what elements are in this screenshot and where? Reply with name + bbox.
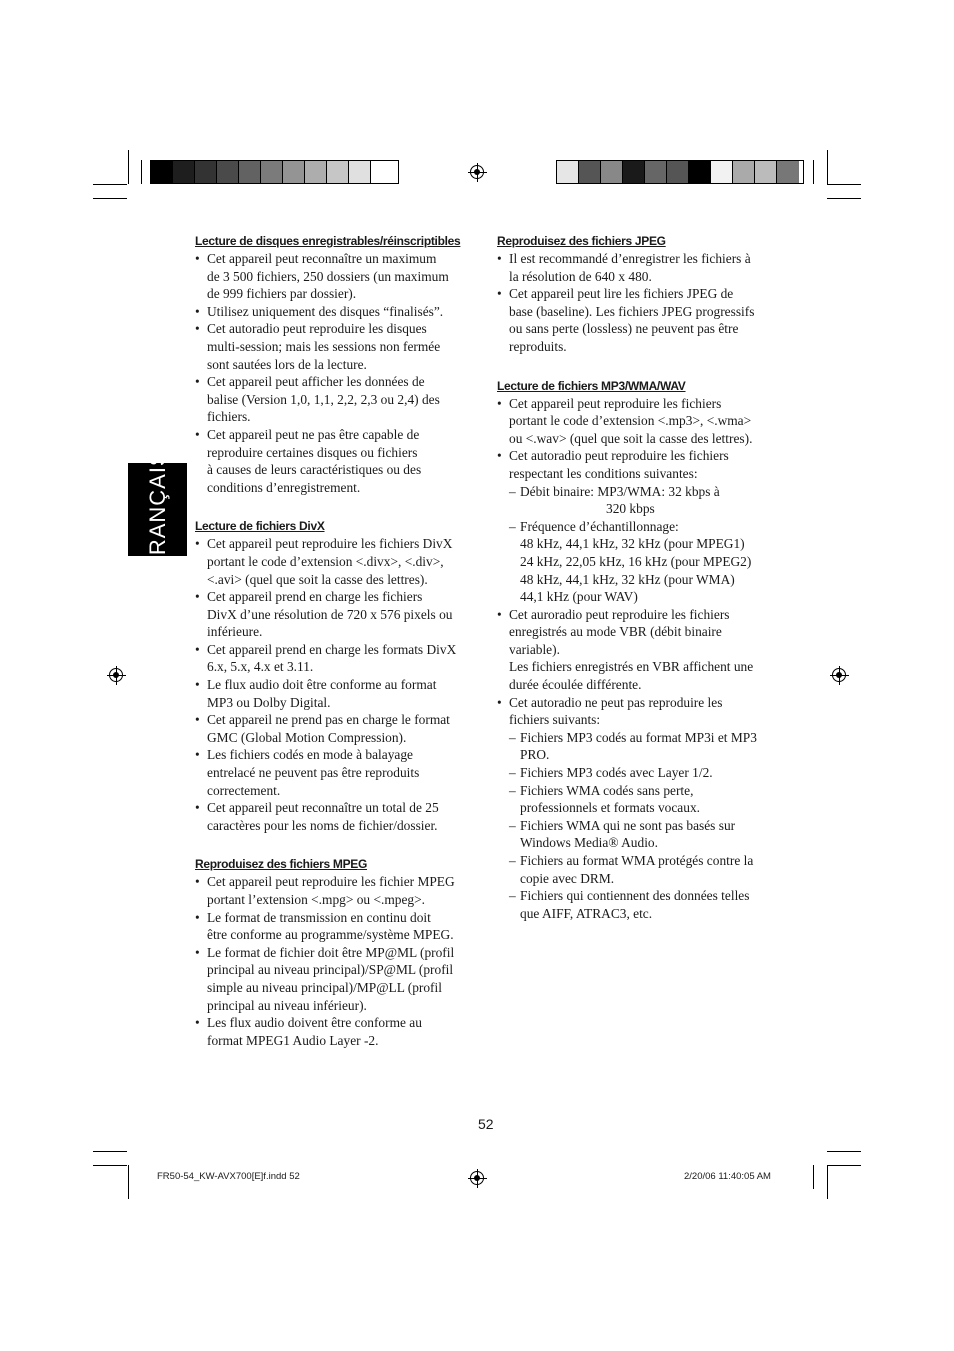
crop-mark: [827, 1165, 828, 1199]
color-swatch: [579, 161, 601, 183]
sub-item: – Fichiers MP3 codés avec Layer 1/2.: [509, 764, 779, 782]
color-swatch: [349, 161, 371, 183]
bullet-list: [497, 395, 779, 923]
bullet-list: [195, 250, 477, 496]
crop-mark: [93, 198, 127, 199]
color-swatch: [261, 161, 283, 183]
list-item: • Cet appareil peut reproduire les fichiers DivX portant le code d’extension <.divx>, <.div>, <.avi> (quel que soit la casse des lettres).: [195, 535, 477, 588]
color-swatch: [689, 161, 711, 183]
crop-mark: [141, 160, 142, 184]
section-divx: [195, 518, 477, 834]
color-swatch: [777, 161, 799, 183]
color-swatch: [645, 161, 667, 183]
color-swatch: [733, 161, 755, 183]
color-swatch: [327, 161, 349, 183]
crop-mark: [827, 1151, 861, 1152]
section-heading: Lecture de fichiers DivX: [195, 519, 325, 534]
crop-mark: [813, 1165, 814, 1189]
crop-mark: [93, 1165, 127, 1166]
section-heading: Reproduisez des fichiers MPEG: [195, 857, 368, 872]
color-swatch: [283, 161, 305, 183]
list-item: • Cet autoradio peut reproduire les disques multi-session; mais les sessions non fermée sont sautées lors de la lecture.: [195, 320, 477, 373]
list-item: • Cet appareil peut afficher les données de balise (Version 1,0, 1,1, 2,2, 2,3 ou 2,4) des fichiers.: [195, 373, 477, 426]
right-column: [497, 233, 779, 944]
registration-mark-icon: [470, 165, 484, 179]
list-item: • Le format de fichier doit être MP@ML (profil principal au niveau principal)/SP@ML (profil simple au niveau principal)/MP@LL (profil principal au niveau inférieur).: [195, 944, 477, 1014]
section-heading: Reproduisez des fichiers JPEG: [497, 234, 666, 248]
color-calibration-bar-right: [556, 160, 804, 184]
language-tab-label: FRANÇAIS: [144, 449, 170, 570]
color-swatch: [217, 161, 239, 183]
color-swatch: [151, 161, 173, 183]
footer-timestamp: 2/20/06 11:40:05 AM: [684, 1171, 771, 1182]
list-item: • Cet autoradio peut reproduire les fichiers respectant les conditions suivantes: – Débit binaire: MP3/WMA: 32 kbps à 320 kbps – Fréquence d’échantillonnage: 48 kHz, 44,1 kHz, 32 kHz (pour MPEG1) 24 kHz, 22,05 kHz, 16 kHz (pour MPEG2) 48 kHz, 44,1 kHz, 32 kHz (pour WMA) 44,1 kHz (pour WAV): [497, 447, 779, 605]
section-mpeg: [195, 856, 477, 1049]
crop-mark: [128, 1165, 129, 1199]
list-item: • Cet autoradio ne peut pas reproduire les fichiers suivants: – Fichiers MP3 codés au format MP3i et MP3 PRO. – Fichiers MP3 codés avec Layer 1/2. – Fichiers WMA codés sans perte, professionnels et formats vocaux. – Fichiers WMA qui ne sont pas basés sur Windows Media® Audio. – Fichiers au format WMA protégés contre la copie avec DRM. – Fichiers qui contiennent des données telles que AIFF, ATRAC3, etc.: [497, 694, 779, 923]
list-item: • Cet appareil prend en charge les formats DivX 6.x, 5.x, 4.x et 3.11.: [195, 641, 477, 676]
list-item: • Cet appareil prend en charge les fichiers DivX d’une résolution de 720 x 576 pixels ou inférieure.: [195, 588, 477, 641]
crop-mark: [827, 184, 861, 185]
sub-item: – Fichiers WMA codés sans perte, professionnels et formats vocaux.: [509, 782, 779, 817]
crop-mark: [128, 150, 129, 184]
footer-file-info: FR50-54_KW-AVX700[E]f.indd 52: [157, 1171, 300, 1182]
frequency-line: 24 kHz, 22,05 kHz, 16 kHz (pour MPEG2): [520, 553, 752, 569]
list-item: • Les fichiers codés en mode à balayage entrelacé ne peuvent pas être reproduits correctement.: [195, 746, 477, 799]
page-number: 52: [478, 1116, 494, 1132]
sub-item: – Fichiers qui contiennent des données telles que AIFF, ATRAC3, etc.: [509, 887, 779, 922]
color-swatch: [667, 161, 689, 183]
list-item: • Cet appareil peut reproduire les fichiers portant le code d’extension <.mp3>, <.wma> ou <.wav> (quel que soit la casse des lettres).: [497, 395, 779, 448]
color-swatch: [755, 161, 777, 183]
list-item: • Cet appareil peut ne pas être capable de reproduire certaines disques ou fichiers à causes de leurs caractéristiques ou des conditions d’enregistrement.: [195, 426, 477, 496]
section-recordable-discs: [195, 233, 477, 496]
color-swatch: [305, 161, 327, 183]
list-item: • Utilisez uniquement des disques “finalisés”.: [195, 303, 477, 321]
list-item: • Cet appareil peut reconnaître un maximum de 3 500 fichiers, 250 dossiers (un maximum de 999 fichiers par dossier).: [195, 250, 477, 303]
frequency-line: 48 kHz, 44,1 kHz, 32 kHz (pour WMA): [520, 571, 735, 587]
crop-mark: [813, 160, 814, 184]
registration-mark-icon: [470, 1171, 484, 1185]
registration-mark-icon: [109, 668, 123, 682]
sub-item-continuation: 320 kbps: [606, 501, 655, 517]
frequency-line: 44,1 kHz (pour WAV): [520, 589, 638, 605]
list-item: • Cet appareil peut reproduire les fichier MPEG portant l’extension <.mpg> ou <.mpeg>.: [195, 873, 477, 908]
color-swatch: [173, 161, 195, 183]
sub-item: – Fréquence d’échantillonnage:: [509, 518, 779, 536]
list-item: • Cet appareil ne prend pas en charge le format GMC (Global Motion Compression).: [195, 711, 477, 746]
section-jpeg: [497, 233, 779, 356]
left-column: [195, 233, 477, 1071]
crop-mark: [827, 150, 828, 184]
bullet-list: [195, 535, 477, 834]
sub-item: – Fichiers au format WMA protégés contre la copie avec DRM.: [509, 852, 779, 887]
crop-mark: [827, 1165, 861, 1166]
color-swatch: [239, 161, 261, 183]
crop-mark: [827, 198, 861, 199]
list-item: • Le flux audio doit être conforme au format MP3 ou Dolby Digital.: [195, 676, 477, 711]
list-item: • Cet auroradio peut reproduire les fichiers enregistrés au mode VBR (débit binaire variable). Les fichiers enregistrés en VBR affichent une durée écoulée différente.: [497, 606, 779, 694]
section-heading: Lecture de fichiers MP3/WMA/WAV: [497, 378, 686, 393]
color-swatch: [195, 161, 217, 183]
list-item: • Cet appareil peut reconnaître un total de 25 caractères pour les noms de fichier/dossier.: [195, 799, 477, 834]
list-item: • Il est recommandé d’enregistrer les fichiers à la résolution de 640 x 480.: [497, 250, 779, 285]
color-swatch: [623, 161, 645, 183]
sub-item: – Débit binaire: MP3/WMA: 32 kbps à: [509, 483, 779, 501]
list-item: • Les flux audio doivent être conforme au format MPEG1 Audio Layer -2.: [195, 1014, 477, 1049]
color-swatch: [371, 161, 393, 183]
crop-mark: [93, 184, 127, 185]
list-item: • Cet appareil peut lire les fichiers JPEG de base (baseline). Les fichiers JPEG progressifs ou sans perte (lossless) ne peuvent pas être reproduits.: [497, 285, 779, 355]
sub-item: – Fichiers WMA qui ne sont pas basés sur Windows Media® Audio.: [509, 817, 779, 852]
list-item: • Le format de transmission en continu doit être conforme au programme/système MPEG.: [195, 909, 477, 944]
sub-item: – Fichiers MP3 codés au format MP3i et MP3 PRO.: [509, 729, 779, 764]
crop-mark: [93, 1151, 127, 1152]
section-heading: Lecture de disques enregistrables/réinscriptibles: [195, 234, 461, 248]
language-tab: [128, 449, 187, 570]
color-swatch: [601, 161, 623, 183]
color-swatch: [557, 161, 579, 183]
bullet-list: [497, 250, 779, 356]
color-calibration-bar-left: [150, 160, 399, 184]
bullet-list: [195, 873, 477, 1049]
color-swatch: [711, 161, 733, 183]
registration-mark-icon: [832, 668, 846, 682]
frequency-line: 48 kHz, 44,1 kHz, 32 kHz (pour MPEG1): [520, 536, 745, 552]
section-mp3-wma-wav: [497, 378, 779, 923]
